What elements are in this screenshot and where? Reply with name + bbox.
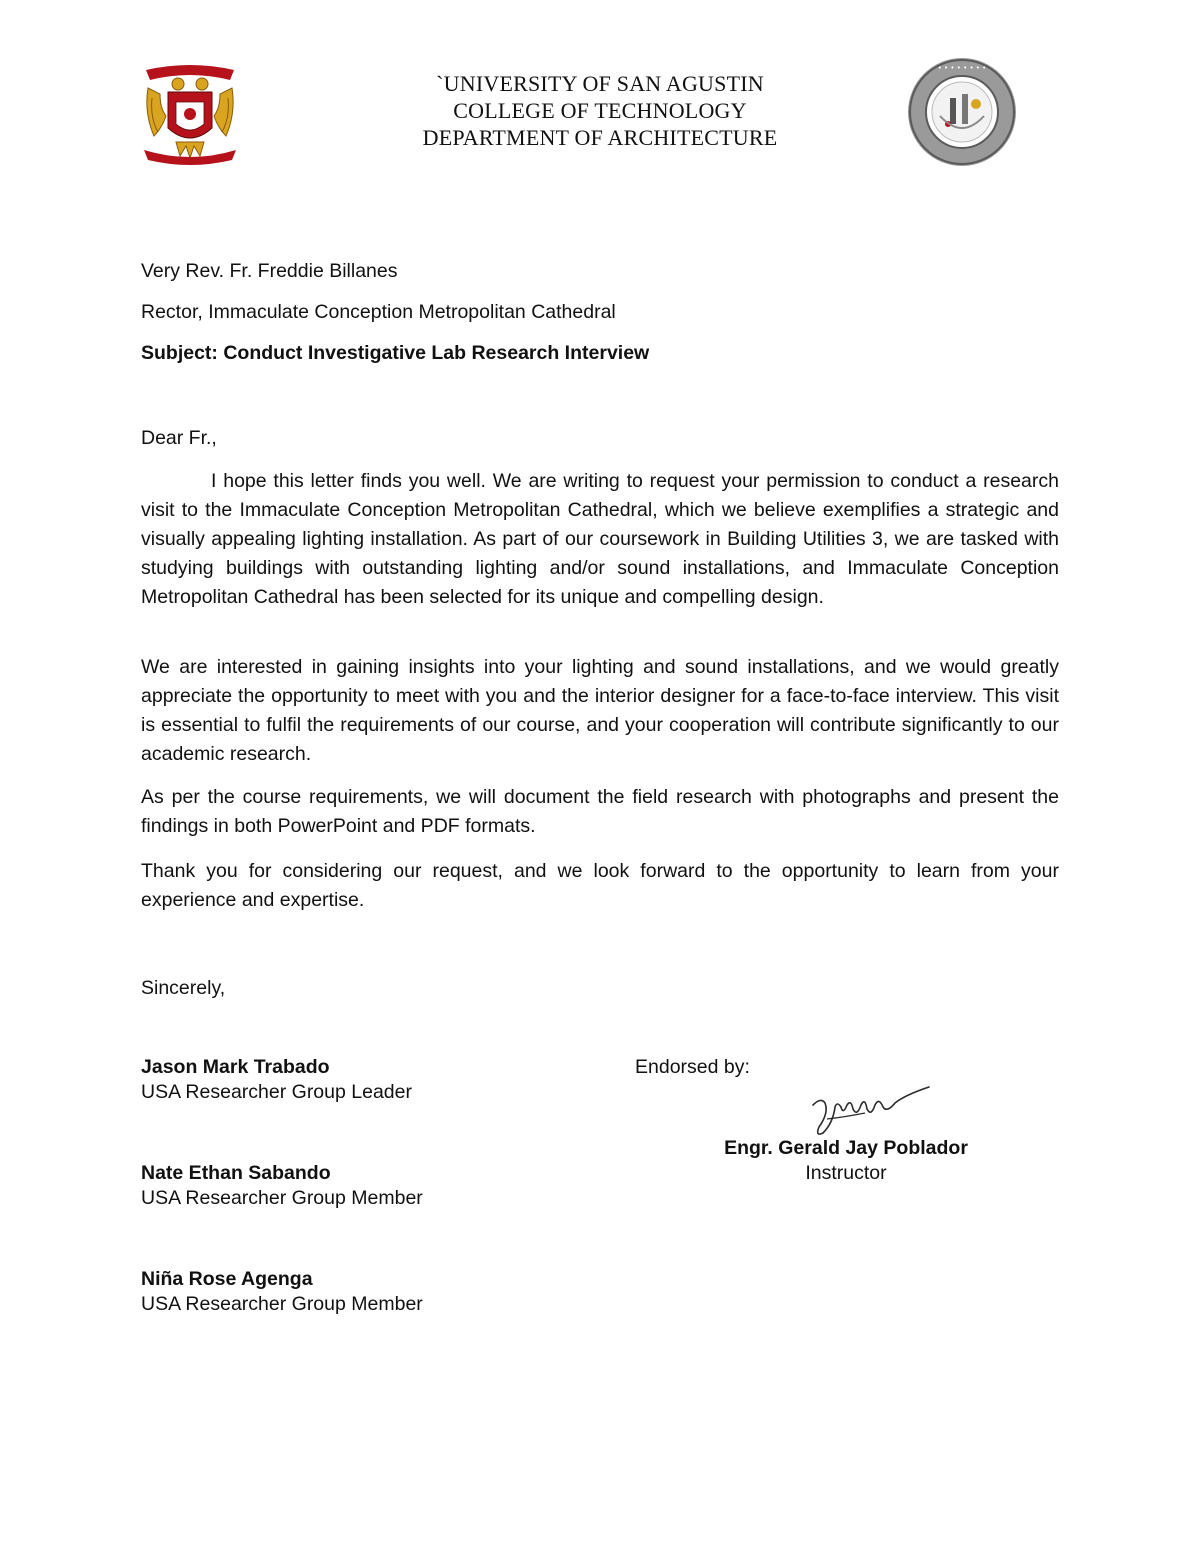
endorser-role: Instructor: [805, 1162, 887, 1184]
letterhead-department: DEPARTMENT OF ARCHITECTURE: [422, 125, 778, 150]
closing: Sincerely,: [141, 977, 226, 999]
letterhead-college: COLLEGE OF TECHNOLOGY: [453, 98, 747, 123]
recipient-name: Very Rev. Fr. Freddie Billanes: [141, 260, 398, 282]
endorsed-by-label: Endorsed by:: [635, 1056, 750, 1078]
signatory-2: [141, 1161, 423, 1211]
letterhead-university: `UNIVERSITY OF SAN AGUSTIN: [436, 71, 764, 96]
body-paragraph-1: I hope this letter finds you well. We are writing to request your permission to conduct a research visit to the Immaculate Conception Metropolitan Cathedral, which we believe exemplifies a strategic and visually appealing lighting installation. As part of our coursework in Building Utilities 3, we are tasked with studying buildings with outstanding lighting and/or sound installations, and Immaculate Conception Metropolitan Cathedral has been selected for its unique and compelling design.: [141, 470, 1059, 608]
body-paragraph-4: Thank you for considering our request, and we look forward to the opportunity to learn from your experience and expertise.: [141, 860, 1059, 911]
letterhead: [350, 70, 850, 151]
svg-text:• • • • • • • •: • • • • • • • •: [937, 64, 987, 72]
body-paragraph-2: We are interested in gaining insights into your lighting and sound installations, and we would greatly appreciate the opportunity to meet with you and the interior designer for a face-to-face interview. This visit is essential to fulfil the requirements of our course, and your cooperation will contribute significantly to our academic research.: [141, 656, 1059, 765]
college-seal-icon: [906, 56, 1018, 168]
signatory-name: Jason Mark Trabado: [141, 1056, 330, 1078]
subject-line: Subject: Conduct Investigative Lab Research Interview: [141, 342, 650, 364]
signatory-name: Nate Ethan Sabando: [141, 1162, 331, 1184]
endorser-block: [700, 1136, 992, 1186]
signatory-1: [141, 1055, 412, 1105]
university-crest-icon: [140, 58, 240, 168]
signatory-role: USA Researcher Group Member: [141, 1293, 423, 1315]
endorser-name: Engr. Gerald Jay Poblador: [724, 1137, 968, 1159]
signatory-name: Niña Rose Agenga: [141, 1268, 313, 1290]
salutation: Dear Fr.,: [141, 427, 217, 449]
recipient-title: Rector, Immaculate Conception Metropolitan Cathedral: [141, 301, 616, 323]
signatory-role: USA Researcher Group Member: [141, 1187, 423, 1209]
body-paragraph-3: As per the course requirements, we will document the field research with photographs and present the findings in both PowerPoint and PDF formats.: [141, 786, 1059, 837]
signatory-role: USA Researcher Group Leader: [141, 1081, 412, 1103]
signatory-3: [141, 1267, 423, 1317]
